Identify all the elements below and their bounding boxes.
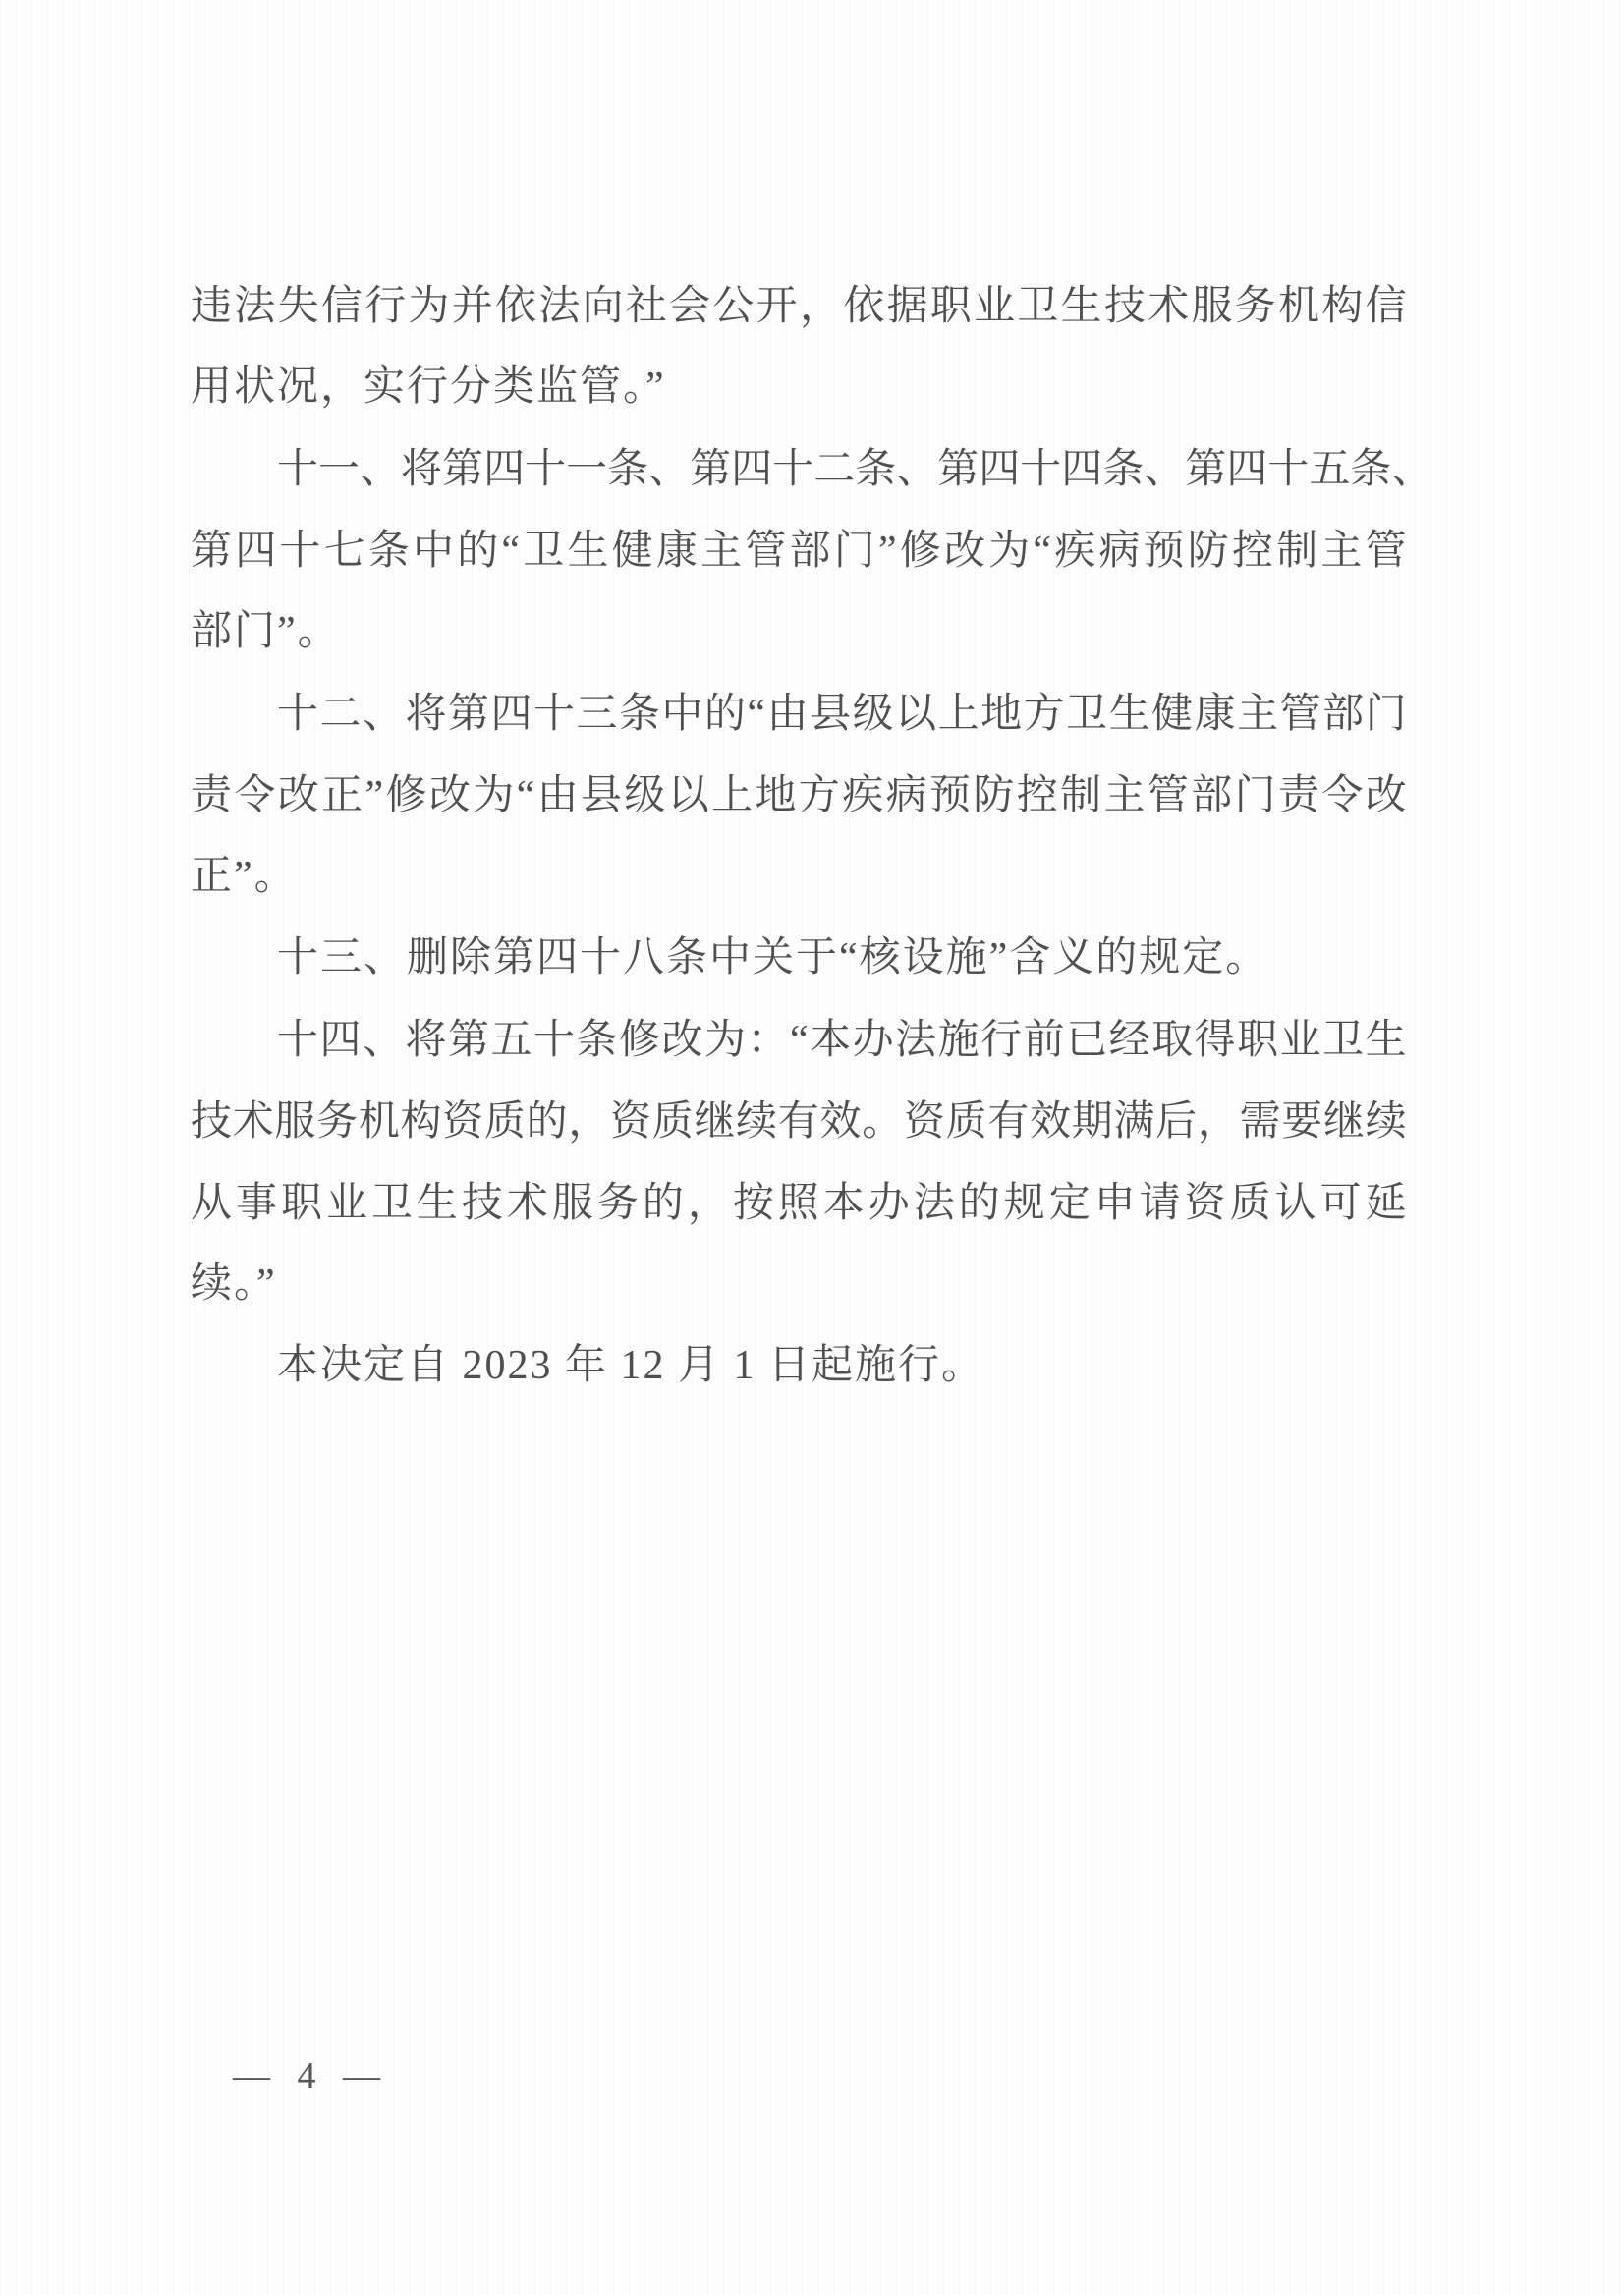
text-line: 从 事 职 业 卫 生 技 术 服 务 的 ， 按 照 本 办 法 的 规 定 申 请 资 质 认 可 延: [191, 1180, 1407, 1226]
text-line: 部门”。: [191, 609, 341, 654]
text-line: 违 法 失 信 行 为 并 依 法 向 社 会 公 开 ， 依 据 职 业 卫 生 技 术 服 务 机 构 信: [191, 283, 1407, 329]
text-line: 正”。: [191, 854, 298, 899]
text-line: 续。”: [191, 1261, 277, 1307]
text-line: 十 四 、 将 第 五 十 条 修 改 为 ： “ 本 办 法 施 行 前 已 经 取 得 职 业 卫 生: [277, 1017, 1407, 1063]
page-number: — 4 —: [233, 2055, 382, 2097]
text-line: 第 四 十 七 条 中 的 “ 卫 生 健 康 主 管 部 门 ” 修 改 为 “ 疾 病 预 防 控 制 主 管: [191, 528, 1407, 574]
text-line: 本决定自 2023 年 12 月 1 日起施行。: [277, 1343, 985, 1388]
text-line: 十三、删除第四十八条中关于“核设施”含义的规定。: [277, 935, 1269, 980]
text-line: 十 二 、 将 第 四 十 三 条 中 的 “ 由 县 级 以 上 地 方 卫 生 健 康 主 管 部 门: [277, 691, 1407, 737]
text-line: 技 术 服 务 机 构 资 质 的 ， 资 质 继 续 有 效 。 资 质 有 效 期 满 后 ， 需 要 继 续: [191, 1098, 1407, 1145]
text-line: 责 令 改 正 ” 修 改 为 “ 由 县 级 以 上 地 方 疾 病 预 防 控 制 主 管 部 门 责 令 改: [191, 772, 1407, 818]
text-line: 用状况，实行分类监管。”: [191, 364, 666, 410]
text-block: [191, 265, 1433, 1407]
text-line: 十 一 、 将 第 四 十 一 条 、 第 四 十 二 条 、 第 四 十 四 条 、 第 四 十 五 条 、: [277, 446, 1433, 492]
